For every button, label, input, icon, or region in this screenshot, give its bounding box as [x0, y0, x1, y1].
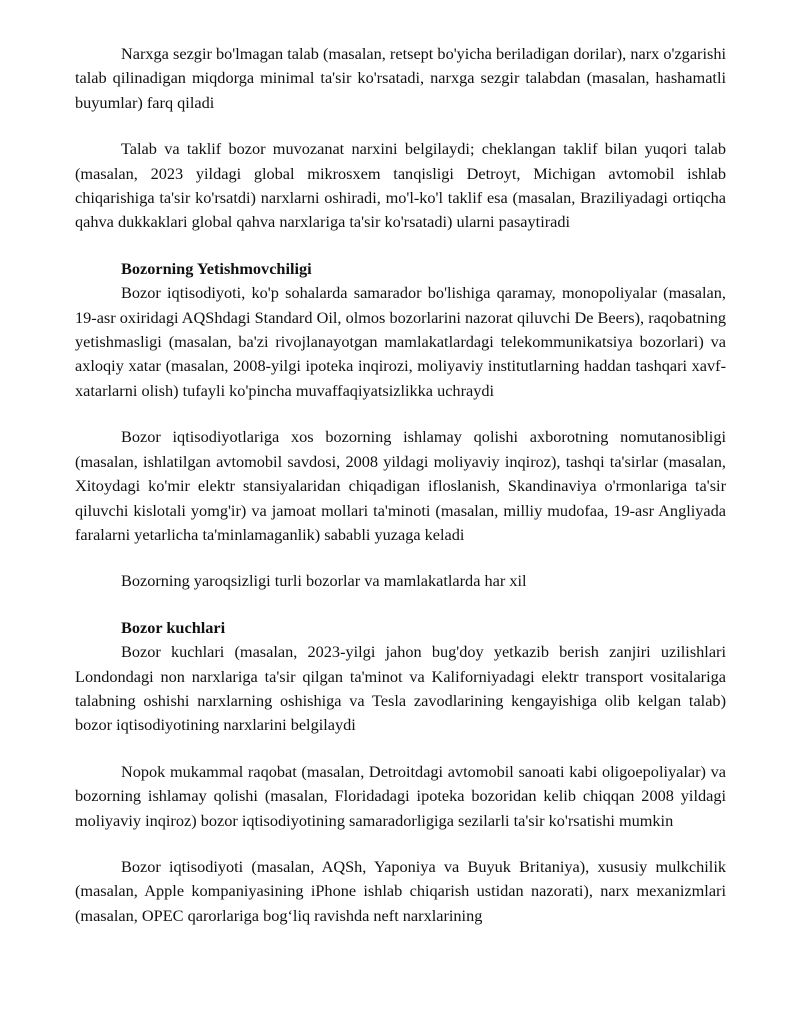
document-page: [75, 42, 726, 928]
paragraph-failure-variation: Bozorning yaroqsizligi turli bozorlar va mamlakatlarda har xil: [121, 571, 527, 591]
paragraph-supply-demand: Talab va taklif bozor muvozanat narxini belgilaydi; cheklangan taklif bilan yuqori talab (masalan, 2023 yildagi global mikrosxem tanqisligi Detroyt, Michigan avtomobil ishlab chiqarishiga ta'sir ko'rsatdi) narxlarni oshiradi, mo'l-ko'l taklif esa (masalan, Braziliyadagi ortiqcha qahva dukkaklari global qahva narxlariga ta'sir ko'rsatadi) ularni pasaytiradi: [75, 139, 726, 232]
paragraph-market-forces: Bozor kuchlari (masalan, 2023-yilgi jahon bug'doy yetkazib berish zanjiri uzilishlari Londondagi non narxlariga ta'sir qilgan ta'minot va Kaliforniyadagi elektr transport vositalariga talabning oshishi narxlarning oshishiga va Tesla zavodlarining kengayishiga olib kelgan talab) bozor iqtisodiyotining narxlarini belgilaydi: [75, 642, 726, 735]
paragraph-information-asymmetry: Bozor iqtisodiyotlariga xos bozorning ishlamay qolishi axborotning nomutanosibligi (masalan, ishlatilgan avtomobil savdosi, 2008 yildagi moliyaviy inqiroz), tashqi ta'sirlar (masalan, Xitoydagi ko'mir elektr stansiyalaridan chiqadigan ifloslanish, Skandinaviya o'rmonlariga ta'sir qiluvchi kislotali yomg'ir) va jamoat mollari ta'minoti (masalan, milliy mudofaa, 19-asr Angliyada faralarni yetarlicha ta'minlamaganlik) sababli yuzaga keladi: [75, 427, 726, 544]
paragraph-market-failure: Bozor iqtisodiyoti, ko'p sohalarda samarador bo'lishiga qaramay, monopoliyalar (masalan, 19-asr oxiridagi AQShdagi Standard Oil, olmos bozorlarini nazorat qiluvchi De Beers), raqobatning yetishmasligi (masalan, ba'zi rivojlanayotgan mamlakatlardagi telekommunikatsiya bozorlari) va axloqiy xatar (masalan, 2008-yilgi ipoteka inqirozi, moliyaviy institutlarning haddan tashqari xavf-xatarlarni olish) tufayli ko'pincha muvaffaqiyatsizlikka uchraydi: [75, 283, 726, 400]
section-heading-market-failure: Bozorning Yetishmovchiligi: [121, 258, 312, 278]
paragraph-market-economy: Bozor iqtisodiyoti (masalan, AQSh, Yaponiya va Buyuk Britaniya), xususiy mulkchilik (masalan, Apple kompaniyasining iPhone ishlab chiqarish ustidan nazorati), narx mexanizmlari (masalan, OPEC qarorlariga bog‘liq ravishda neft narxlarining: [75, 856, 726, 925]
section-heading-market-forces: Bozor kuchlari: [121, 617, 226, 637]
paragraph-imperfect-competition: Nopok mukammal raqobat (masalan, Detroitdagi avtomobil sanoati kabi oligoepoliyalar) va bozorning ishlamay qolishi (masalan, Floridadagi ipoteka bozoridan kelib chiqqan 2008 yildagi moliyaviy inqiroz) bozor iqtisodiyotining samaradorligiga sezilarli ta'sir ko'rsatishi mumkin: [75, 761, 726, 830]
paragraph-inelastic-demand: Narxga sezgir bo'lmagan talab (masalan, retsept bo'yicha beriladigan dorilar), narx o'zgarishi talab qilinadigan miqdorga minimal ta'sir ko'rsatadi, narxga sezgir talabdan (masalan, hashamatli buyumlar) farq qiladi: [75, 44, 726, 112]
